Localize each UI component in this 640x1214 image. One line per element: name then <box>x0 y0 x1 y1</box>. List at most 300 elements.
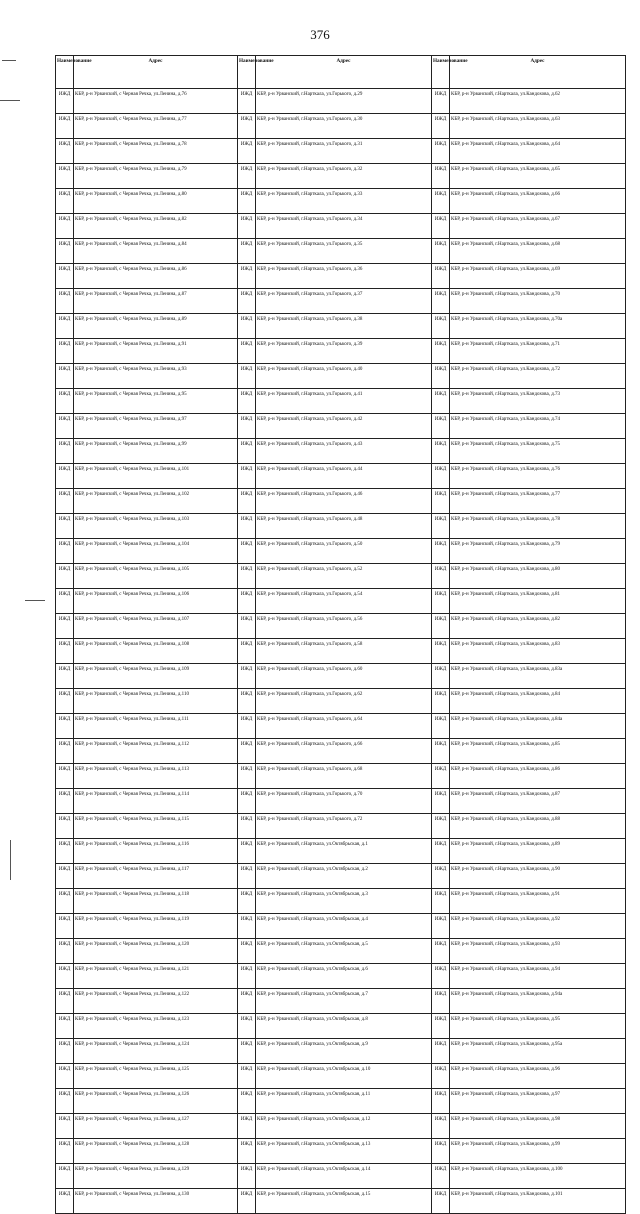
table-row <box>56 739 626 764</box>
object-type-cell: ИЖД <box>238 914 256 939</box>
object-type-cell: ИЖД <box>432 189 450 214</box>
table-row <box>56 564 626 589</box>
table-row <box>56 514 626 539</box>
address-cell: КБР, р-н Урванский, г.Нарткала, ул.Кандохова, д.78 <box>450 514 626 539</box>
object-type-cell: ИЖД <box>56 789 74 814</box>
table-row <box>56 814 626 839</box>
object-type-cell: ИЖД <box>238 789 256 814</box>
address-cell: КБР, р-н Урванский, с Черная Речка, ул.Ленина, д.113 <box>74 764 238 789</box>
table-row <box>56 89 626 114</box>
address-cell: КБР, р-н Урванский, с Черная Речка, ул.Ленина, д.111 <box>74 714 238 739</box>
address-cell: КБР, р-н Урванский, г.Нарткала, ул.Кандохова, д.84а <box>450 714 626 739</box>
table-row <box>56 489 626 514</box>
object-type-cell: ИЖД <box>56 664 74 689</box>
address-cell: КБР, р-н Урванский, г.Нарткала, ул.Горького, д.41 <box>256 389 432 414</box>
address-cell: КБР, р-н Урванский, с Черная Речка, ул.Ленина, д.93 <box>74 364 238 389</box>
object-type-cell: ИЖД <box>56 589 74 614</box>
address-cell: КБР, р-н Урванский, г.Нарткала, ул.Кандохова, д.69 <box>450 264 626 289</box>
object-type-cell: ИЖД <box>238 564 256 589</box>
address-cell: КБР, р-н Урванский, с Черная Речка, ул.Ленина, д.119 <box>74 914 238 939</box>
object-type-cell: ИЖД <box>432 564 450 589</box>
object-type-cell: ИЖД <box>432 764 450 789</box>
table-row <box>56 1039 626 1064</box>
object-type-cell: ИЖД <box>432 539 450 564</box>
address-cell: КБР, р-н Урванский, г.Нарткала, ул.Кандохова, д.71 <box>450 339 626 364</box>
object-type-cell: ИЖД <box>56 89 74 114</box>
header-type: Наименование <box>238 56 256 89</box>
object-type-cell: ИЖД <box>238 739 256 764</box>
address-cell: КБР, р-н Урванский, с Черная Речка, ул.Ленина, д.115 <box>74 814 238 839</box>
table-row <box>56 1089 626 1114</box>
object-type-cell: ИЖД <box>432 1014 450 1039</box>
address-cell: КБР, р-н Урванский, г.Нарткала, ул.Горького, д.46 <box>256 489 432 514</box>
address-cell: КБР, р-н Урванский, г.Нарткала, ул.Кандохова, д.99 <box>450 1139 626 1164</box>
address-cell: КБР, р-н Урванский, г.Нарткала, ул.Кандохова, д.75 <box>450 439 626 464</box>
address-cell: КБР, р-н Урванский, г.Нарткала, ул.Кандохова, д.94 <box>450 964 626 989</box>
object-type-cell: ИЖД <box>432 514 450 539</box>
object-type-cell: ИЖД <box>432 589 450 614</box>
object-type-cell: ИЖД <box>238 614 256 639</box>
object-type-cell: ИЖД <box>432 664 450 689</box>
table-row <box>56 589 626 614</box>
address-cell: КБР, р-н Урванский, г.Нарткала, ул.Октябрьская, д.3 <box>256 889 432 914</box>
margin-mark <box>10 840 11 880</box>
object-type-cell: ИЖД <box>238 514 256 539</box>
object-type-cell: ИЖД <box>432 489 450 514</box>
object-type-cell: ИЖД <box>432 289 450 314</box>
object-type-cell: ИЖД <box>238 114 256 139</box>
object-type-cell: ИЖД <box>56 714 74 739</box>
address-cell: КБР, р-н Урванский, г.Нарткала, ул.Октябрьская, д.7 <box>256 989 432 1014</box>
table-body <box>56 89 626 1214</box>
table-row <box>56 964 626 989</box>
object-type-cell: ИЖД <box>432 614 450 639</box>
object-type-cell: ИЖД <box>432 739 450 764</box>
object-type-cell: ИЖД <box>238 964 256 989</box>
object-type-cell: ИЖД <box>238 1089 256 1114</box>
object-type-cell: ИЖД <box>432 114 450 139</box>
table-row <box>56 1014 626 1039</box>
object-type-cell: ИЖД <box>56 1139 74 1164</box>
object-type-cell: ИЖД <box>56 164 74 189</box>
address-cell: КБР, р-н Урванский, г.Нарткала, ул.Октябрьская, д.13 <box>256 1139 432 1164</box>
object-type-cell: ИЖД <box>238 439 256 464</box>
address-cell: КБР, р-н Урванский, г.Нарткала, ул.Кандохова, д.91 <box>450 889 626 914</box>
object-type-cell: ИЖД <box>56 114 74 139</box>
address-cell: КБР, р-н Урванский, г.Нарткала, ул.Горького, д.44 <box>256 464 432 489</box>
address-cell: КБР, р-н Урванский, г.Нарткала, ул.Горького, д.30 <box>256 114 432 139</box>
page-number: 376 <box>310 27 330 42</box>
object-type-cell: ИЖД <box>56 139 74 164</box>
object-type-cell: ИЖД <box>238 639 256 664</box>
object-type-cell: ИЖД <box>238 89 256 114</box>
object-type-cell: ИЖД <box>238 339 256 364</box>
address-cell: КБР, р-н Урванский, г.Нарткала, ул.Кандохова, д.100 <box>450 1164 626 1189</box>
object-type-cell: ИЖД <box>56 839 74 864</box>
address-cell: КБР, р-н Урванский, с Черная Речка, ул.Ленина, д.118 <box>74 889 238 914</box>
table-row <box>56 214 626 239</box>
address-cell: КБР, р-н Урванский, г.Нарткала, ул.Горького, д.50 <box>256 539 432 564</box>
address-cell: КБР, р-н Урванский, г.Нарткала, ул.Кандохова, д.89 <box>450 839 626 864</box>
object-type-cell: ИЖД <box>238 764 256 789</box>
object-type-cell: ИЖД <box>56 1189 74 1214</box>
address-cell: КБР, р-н Урванский, с Черная Речка, ул.Ленина, д.110 <box>74 689 238 714</box>
object-type-cell: ИЖД <box>238 289 256 314</box>
table-row <box>56 539 626 564</box>
address-cell: КБР, р-н Урванский, с Черная Речка, ул.Ленина, д.82 <box>74 214 238 239</box>
object-type-cell: ИЖД <box>56 439 74 464</box>
address-cell: КБР, р-н Урванский, г.Нарткала, ул.Кандохова, д.97 <box>450 1089 626 1114</box>
address-cell: КБР, р-н Урванский, с Черная Речка, ул.Ленина, д.112 <box>74 739 238 764</box>
object-type-cell: ИЖД <box>238 989 256 1014</box>
object-type-cell: ИЖД <box>432 164 450 189</box>
address-cell: КБР, р-н Урванский, г.Нарткала, ул.Кандохова, д.83 <box>450 639 626 664</box>
address-cell: КБР, р-н Урванский, г.Нарткала, ул.Горького, д.54 <box>256 589 432 614</box>
table-row <box>56 864 626 889</box>
address-cell: КБР, р-н Урванский, с Черная Речка, ул.Ленина, д.114 <box>74 789 238 814</box>
object-type-cell: ИЖД <box>56 239 74 264</box>
object-type-cell: ИЖД <box>56 489 74 514</box>
table-header-row <box>56 56 626 89</box>
object-type-cell: ИЖД <box>432 239 450 264</box>
address-cell: КБР, р-н Урванский, г.Нарткала, ул.Кандохова, д.92 <box>450 914 626 939</box>
address-cell: КБР, р-н Урванский, г.Нарткала, ул.Кандохова, д.96 <box>450 1064 626 1089</box>
address-cell: КБР, р-н Урванский, г.Нарткала, ул.Кандохова, д.86 <box>450 764 626 789</box>
address-cell: КБР, р-н Урванский, г.Нарткала, ул.Кандохова, д.94а <box>450 989 626 1014</box>
object-type-cell: ИЖД <box>432 89 450 114</box>
address-cell: КБР, р-н Урванский, г.Нарткала, ул.Октябрьская, д.10 <box>256 1064 432 1089</box>
object-type-cell: ИЖД <box>238 1014 256 1039</box>
address-cell: КБР, р-н Урванский, с Черная Речка, ул.Ленина, д.126 <box>74 1089 238 1114</box>
address-cell: КБР, р-н Урванский, г.Нарткала, ул.Кандохова, д.65 <box>450 164 626 189</box>
address-cell: КБР, р-н Урванский, г.Нарткала, ул.Горького, д.56 <box>256 614 432 639</box>
object-type-cell: ИЖД <box>432 1039 450 1064</box>
margin-mark <box>25 600 45 601</box>
address-cell: КБР, р-н Урванский, г.Нарткала, ул.Кандохова, д.76 <box>450 464 626 489</box>
object-type-cell: ИЖД <box>56 189 74 214</box>
object-type-cell: ИЖД <box>238 1139 256 1164</box>
object-type-cell: ИЖД <box>238 1039 256 1064</box>
address-cell: КБР, р-н Урванский, г.Нарткала, ул.Горького, д.38 <box>256 314 432 339</box>
table-row <box>56 789 626 814</box>
address-cell: КБР, р-н Урванский, с Черная Речка, ул.Ленина, д.87 <box>74 289 238 314</box>
address-cell: КБР, р-н Урванский, г.Нарткала, ул.Горького, д.58 <box>256 639 432 664</box>
object-type-cell: ИЖД <box>56 464 74 489</box>
address-cell: КБР, р-н Урванский, г.Нарткала, ул.Кандохова, д.83а <box>450 664 626 689</box>
address-cell: КБР, р-н Урванский, г.Нарткала, ул.Кандохова, д.79 <box>450 539 626 564</box>
address-cell: КБР, р-н Урванский, с Черная Речка, ул.Ленина, д.91 <box>74 339 238 364</box>
object-type-cell: ИЖД <box>432 339 450 364</box>
object-type-cell: ИЖД <box>432 1089 450 1114</box>
object-type-cell: ИЖД <box>238 239 256 264</box>
object-type-cell: ИЖД <box>238 264 256 289</box>
address-cell: КБР, р-н Урванский, г.Нарткала, ул.Горького, д.36 <box>256 264 432 289</box>
address-cell: КБР, р-н Урванский, г.Нарткала, ул.Кандохова, д.81 <box>450 589 626 614</box>
object-type-cell: ИЖД <box>432 1064 450 1089</box>
object-type-cell: ИЖД <box>432 789 450 814</box>
address-cell: КБР, р-н Урванский, г.Нарткала, ул.Кандохова, д.77 <box>450 489 626 514</box>
table-row <box>56 414 626 439</box>
table-row <box>56 139 626 164</box>
object-type-cell: ИЖД <box>56 864 74 889</box>
address-cell: КБР, р-н Урванский, с Черная Речка, ул.Ленина, д.120 <box>74 939 238 964</box>
address-cell: КБР, р-н Урванский, г.Нарткала, ул.Кандохова, д.63 <box>450 114 626 139</box>
object-type-cell: ИЖД <box>56 1114 74 1139</box>
address-cell: КБР, р-н Урванский, г.Нарткала, ул.Октябрьская, д.15 <box>256 1189 432 1214</box>
address-cell: КБР, р-н Урванский, г.Нарткала, ул.Горького, д.32 <box>256 164 432 189</box>
address-cell: КБР, р-н Урванский, с Черная Речка, ул.Ленина, д.127 <box>74 1114 238 1139</box>
table-row <box>56 889 626 914</box>
object-type-cell: ИЖД <box>432 864 450 889</box>
object-type-cell: ИЖД <box>56 389 74 414</box>
object-type-cell: ИЖД <box>238 664 256 689</box>
address-cell: КБР, р-н Урванский, г.Нарткала, ул.Октябрьская, д.1 <box>256 839 432 864</box>
object-type-cell: ИЖД <box>56 339 74 364</box>
address-cell: КБР, р-н Урванский, с Черная Речка, ул.Ленина, д.108 <box>74 639 238 664</box>
address-cell: КБР, р-н Урванский, г.Нарткала, ул.Октябрьская, д.12 <box>256 1114 432 1139</box>
object-type-cell: ИЖД <box>238 939 256 964</box>
address-cell: КБР, р-н Урванский, г.Нарткала, ул.Кандохова, д.88 <box>450 814 626 839</box>
object-type-cell: ИЖД <box>56 1039 74 1064</box>
table-row <box>56 639 626 664</box>
object-type-cell: ИЖД <box>432 1139 450 1164</box>
address-cell: КБР, р-н Урванский, г.Нарткала, ул.Кандохова, д.70 <box>450 289 626 314</box>
object-type-cell: ИЖД <box>56 539 74 564</box>
address-cell: КБР, р-н Урванский, г.Нарткала, ул.Кандохова, д.82 <box>450 614 626 639</box>
address-cell: КБР, р-н Урванский, с Черная Речка, ул.Ленина, д.104 <box>74 539 238 564</box>
object-type-cell: ИЖД <box>56 1014 74 1039</box>
address-cell: КБР, р-н Урванский, с Черная Речка, ул.Ленина, д.89 <box>74 314 238 339</box>
address-cell: КБР, р-н Урванский, г.Нарткала, ул.Горького, д.72 <box>256 814 432 839</box>
object-type-cell: ИЖД <box>432 264 450 289</box>
header-address: Адрес <box>450 56 626 89</box>
address-cell: КБР, р-н Урванский, г.Нарткала, ул.Кандохова, д.93 <box>450 939 626 964</box>
object-type-cell: ИЖД <box>432 464 450 489</box>
address-cell: КБР, р-н Урванский, г.Нарткала, ул.Октябрьская, д.14 <box>256 1164 432 1189</box>
address-cell: КБР, р-н Урванский, с Черная Речка, ул.Ленина, д.95 <box>74 389 238 414</box>
object-type-cell: ИЖД <box>238 839 256 864</box>
table-row <box>56 764 626 789</box>
address-cell: КБР, р-н Урванский, с Черная Речка, ул.Ленина, д.124 <box>74 1039 238 1064</box>
address-cell: КБР, р-н Урванский, г.Нарткала, ул.Горького, д.35 <box>256 239 432 264</box>
object-type-cell: ИЖД <box>56 689 74 714</box>
table-row <box>56 1189 626 1214</box>
table-row <box>56 914 626 939</box>
address-cell: КБР, р-н Урванский, г.Нарткала, ул.Горького, д.39 <box>256 339 432 364</box>
object-type-cell: ИЖД <box>56 964 74 989</box>
address-cell: КБР, р-н Урванский, г.Нарткала, ул.Горького, д.29 <box>256 89 432 114</box>
address-cell: КБР, р-н Урванский, г.Нарткала, ул.Кандохова, д.62 <box>450 89 626 114</box>
table-row <box>56 464 626 489</box>
table-row <box>56 714 626 739</box>
address-cell: КБР, р-н Урванский, г.Нарткала, ул.Горького, д.66 <box>256 739 432 764</box>
object-type-cell: ИЖД <box>432 839 450 864</box>
object-type-cell: ИЖД <box>432 364 450 389</box>
address-cell: КБР, р-н Урванский, г.Нарткала, ул.Горького, д.31 <box>256 139 432 164</box>
address-cell: КБР, р-н Урванский, с Черная Речка, ул.Ленина, д.103 <box>74 514 238 539</box>
address-cell: КБР, р-н Урванский, г.Нарткала, ул.Горького, д.34 <box>256 214 432 239</box>
object-type-cell: ИЖД <box>238 189 256 214</box>
object-type-cell: ИЖД <box>238 164 256 189</box>
address-cell: КБР, р-н Урванский, с Черная Речка, ул.Ленина, д.123 <box>74 1014 238 1039</box>
address-cell: КБР, р-н Урванский, г.Нарткала, ул.Горького, д.64 <box>256 714 432 739</box>
object-type-cell: ИЖД <box>56 214 74 239</box>
address-cell: КБР, р-н Урванский, г.Нарткала, ул.Кандохова, д.70а <box>450 314 626 339</box>
object-type-cell: ИЖД <box>56 614 74 639</box>
object-type-cell: ИЖД <box>56 814 74 839</box>
address-cell: КБР, р-н Урванский, г.Нарткала, ул.Горького, д.62 <box>256 689 432 714</box>
object-type-cell: ИЖД <box>238 814 256 839</box>
object-type-cell: ИЖД <box>238 1164 256 1189</box>
address-cell: КБР, р-н Урванский, г.Нарткала, ул.Кандохова, д.66 <box>450 189 626 214</box>
table-row <box>56 389 626 414</box>
object-type-cell: ИЖД <box>432 964 450 989</box>
table-row <box>56 989 626 1014</box>
object-type-cell: ИЖД <box>56 914 74 939</box>
object-type-cell: ИЖД <box>432 714 450 739</box>
address-cell: КБР, р-н Урванский, с Черная Речка, ул.Ленина, д.125 <box>74 1064 238 1089</box>
address-cell: КБР, р-н Урванский, с Черная Речка, ул.Ленина, д.76 <box>74 89 238 114</box>
object-type-cell: ИЖД <box>238 1114 256 1139</box>
object-type-cell: ИЖД <box>238 389 256 414</box>
object-type-cell: ИЖД <box>432 1189 450 1214</box>
table-row <box>56 314 626 339</box>
table-row <box>56 439 626 464</box>
address-cell: КБР, р-н Урванский, г.Нарткала, ул.Горького, д.33 <box>256 189 432 214</box>
object-type-cell: ИЖД <box>238 214 256 239</box>
address-cell: КБР, р-н Урванский, с Черная Речка, ул.Ленина, д.97 <box>74 414 238 439</box>
table-row <box>56 614 626 639</box>
address-cell: КБР, р-н Урванский, г.Нарткала, ул.Горького, д.68 <box>256 764 432 789</box>
address-cell: КБР, р-н Урванский, г.Нарткала, ул.Горького, д.70 <box>256 789 432 814</box>
address-cell: КБР, р-н Урванский, г.Нарткала, ул.Кандохова, д.67 <box>450 214 626 239</box>
object-type-cell: ИЖД <box>432 914 450 939</box>
object-type-cell: ИЖД <box>238 139 256 164</box>
table-row <box>56 264 626 289</box>
object-type-cell: ИЖД <box>238 464 256 489</box>
object-type-cell: ИЖД <box>238 489 256 514</box>
object-type-cell: ИЖД <box>56 739 74 764</box>
address-cell: КБР, р-н Урванский, г.Нарткала, ул.Кандохова, д.98 <box>450 1114 626 1139</box>
object-type-cell: ИЖД <box>432 439 450 464</box>
object-type-cell: ИЖД <box>238 864 256 889</box>
address-cell: КБР, р-н Урванский, с Черная Речка, ул.Ленина, д.122 <box>74 989 238 1014</box>
address-cell: КБР, р-н Урванский, с Черная Речка, ул.Ленина, д.102 <box>74 489 238 514</box>
object-type-cell: ИЖД <box>56 514 74 539</box>
address-cell: КБР, р-н Урванский, г.Нарткала, ул.Кандохова, д.74 <box>450 414 626 439</box>
table-row <box>56 1164 626 1189</box>
address-cell: КБР, р-н Урванский, с Черная Речка, ул.Ленина, д.129 <box>74 1164 238 1189</box>
address-cell: КБР, р-н Урванский, с Черная Речка, ул.Ленина, д.99 <box>74 439 238 464</box>
object-type-cell: ИЖД <box>432 389 450 414</box>
address-cell: КБР, р-н Урванский, с Черная Речка, ул.Ленина, д.117 <box>74 864 238 889</box>
object-type-cell: ИЖД <box>56 414 74 439</box>
address-cell: КБР, р-н Урванский, г.Нарткала, ул.Горького, д.52 <box>256 564 432 589</box>
table-row <box>56 939 626 964</box>
address-cell: КБР, р-н Урванский, г.Нарткала, ул.Октябрьская, д.2 <box>256 864 432 889</box>
address-cell: КБР, р-н Урванский, г.Нарткала, ул.Горького, д.43 <box>256 439 432 464</box>
object-type-cell: ИЖД <box>432 814 450 839</box>
address-cell: КБР, р-н Урванский, с Черная Речка, ул.Ленина, д.79 <box>74 164 238 189</box>
address-cell: КБР, р-н Урванский, г.Нарткала, ул.Кандохова, д.95а <box>450 1039 626 1064</box>
address-cell: КБР, р-н Урванский, г.Нарткала, ул.Кандохова, д.95 <box>450 1014 626 1039</box>
table-row <box>56 339 626 364</box>
header-address: Адрес <box>256 56 432 89</box>
header-type: Наименование <box>432 56 450 89</box>
object-type-cell: ИЖД <box>56 1089 74 1114</box>
address-cell: КБР, р-н Урванский, г.Нарткала, ул.Горького, д.42 <box>256 414 432 439</box>
object-type-cell: ИЖД <box>238 539 256 564</box>
address-cell: КБР, р-н Урванский, с Черная Речка, ул.Ленина, д.101 <box>74 464 238 489</box>
object-type-cell: ИЖД <box>238 1064 256 1089</box>
address-cell: КБР, р-н Урванский, г.Нарткала, ул.Горького, д.48 <box>256 514 432 539</box>
table-row <box>56 164 626 189</box>
object-type-cell: ИЖД <box>56 939 74 964</box>
object-type-cell: ИЖД <box>432 689 450 714</box>
address-cell: КБР, р-н Урванский, с Черная Речка, ул.Ленина, д.86 <box>74 264 238 289</box>
address-cell: КБР, р-н Урванский, г.Нарткала, ул.Горького, д.37 <box>256 289 432 314</box>
object-type-cell: ИЖД <box>56 1064 74 1089</box>
address-cell: КБР, р-н Урванский, г.Нарткала, ул.Октябрьская, д.8 <box>256 1014 432 1039</box>
object-type-cell: ИЖД <box>432 989 450 1014</box>
address-cell: КБР, р-н Урванский, г.Нарткала, ул.Кандохова, д.84 <box>450 689 626 714</box>
address-cell: КБР, р-н Урванский, с Черная Речка, ул.Ленина, д.80 <box>74 189 238 214</box>
address-cell: КБР, р-н Урванский, г.Нарткала, ул.Октябрьская, д.4 <box>256 914 432 939</box>
address-cell: КБР, р-н Урванский, с Черная Речка, ул.Ленина, д.128 <box>74 1139 238 1164</box>
object-type-cell: ИЖД <box>238 314 256 339</box>
address-cell: КБР, р-н Урванский, с Черная Речка, ул.Ленина, д.130 <box>74 1189 238 1214</box>
table-row <box>56 839 626 864</box>
address-cell: КБР, р-н Урванский, г.Нарткала, ул.Кандохова, д.73 <box>450 389 626 414</box>
address-cell: КБР, р-н Урванский, с Черная Речка, ул.Ленина, д.105 <box>74 564 238 589</box>
table-row <box>56 364 626 389</box>
object-type-cell: ИЖД <box>56 564 74 589</box>
object-type-cell: ИЖД <box>238 714 256 739</box>
table-row <box>56 239 626 264</box>
object-type-cell: ИЖД <box>432 214 450 239</box>
address-cell: КБР, р-н Урванский, г.Нарткала, ул.Октябрьская, д.11 <box>256 1089 432 1114</box>
address-cell: КБР, р-н Урванский, г.Нарткала, ул.Кандохова, д.64 <box>450 139 626 164</box>
table-row <box>56 114 626 139</box>
address-cell: КБР, р-н Урванский, г.Нарткала, ул.Октябрьская, д.9 <box>256 1039 432 1064</box>
object-type-cell: ИЖД <box>56 764 74 789</box>
object-type-cell: ИЖД <box>238 1189 256 1214</box>
table-row <box>56 689 626 714</box>
address-table <box>55 55 626 1214</box>
address-cell: КБР, р-н Урванский, с Черная Речка, ул.Ленина, д.109 <box>74 664 238 689</box>
address-cell: КБР, р-н Урванский, г.Нарткала, ул.Кандохова, д.87 <box>450 789 626 814</box>
address-cell: КБР, р-н Урванский, г.Нарткала, ул.Горького, д.40 <box>256 364 432 389</box>
object-type-cell: ИЖД <box>238 589 256 614</box>
object-type-cell: ИЖД <box>56 314 74 339</box>
object-type-cell: ИЖД <box>432 1164 450 1189</box>
header-address: Адрес <box>74 56 238 89</box>
address-cell: КБР, р-н Урванский, с Черная Речка, ул.Ленина, д.107 <box>74 614 238 639</box>
object-type-cell: ИЖД <box>238 414 256 439</box>
address-cell: КБР, р-н Урванский, г.Нарткала, ул.Октябрьская, д.6 <box>256 964 432 989</box>
header-type: Наименование <box>56 56 74 89</box>
object-type-cell: ИЖД <box>238 364 256 389</box>
object-type-cell: ИЖД <box>432 139 450 164</box>
address-cell: КБР, р-н Урванский, с Черная Речка, ул.Ленина, д.121 <box>74 964 238 989</box>
table-row <box>56 1114 626 1139</box>
address-cell: КБР, р-н Урванский, г.Нарткала, ул.Кандохова, д.101 <box>450 1189 626 1214</box>
address-cell: КБР, р-н Урванский, с Черная Речка, ул.Ленина, д.77 <box>74 114 238 139</box>
table-row <box>56 189 626 214</box>
object-type-cell: ИЖД <box>56 1164 74 1189</box>
object-type-cell: ИЖД <box>56 639 74 664</box>
address-cell: КБР, р-н Урванский, г.Нарткала, ул.Кандохова, д.85 <box>450 739 626 764</box>
